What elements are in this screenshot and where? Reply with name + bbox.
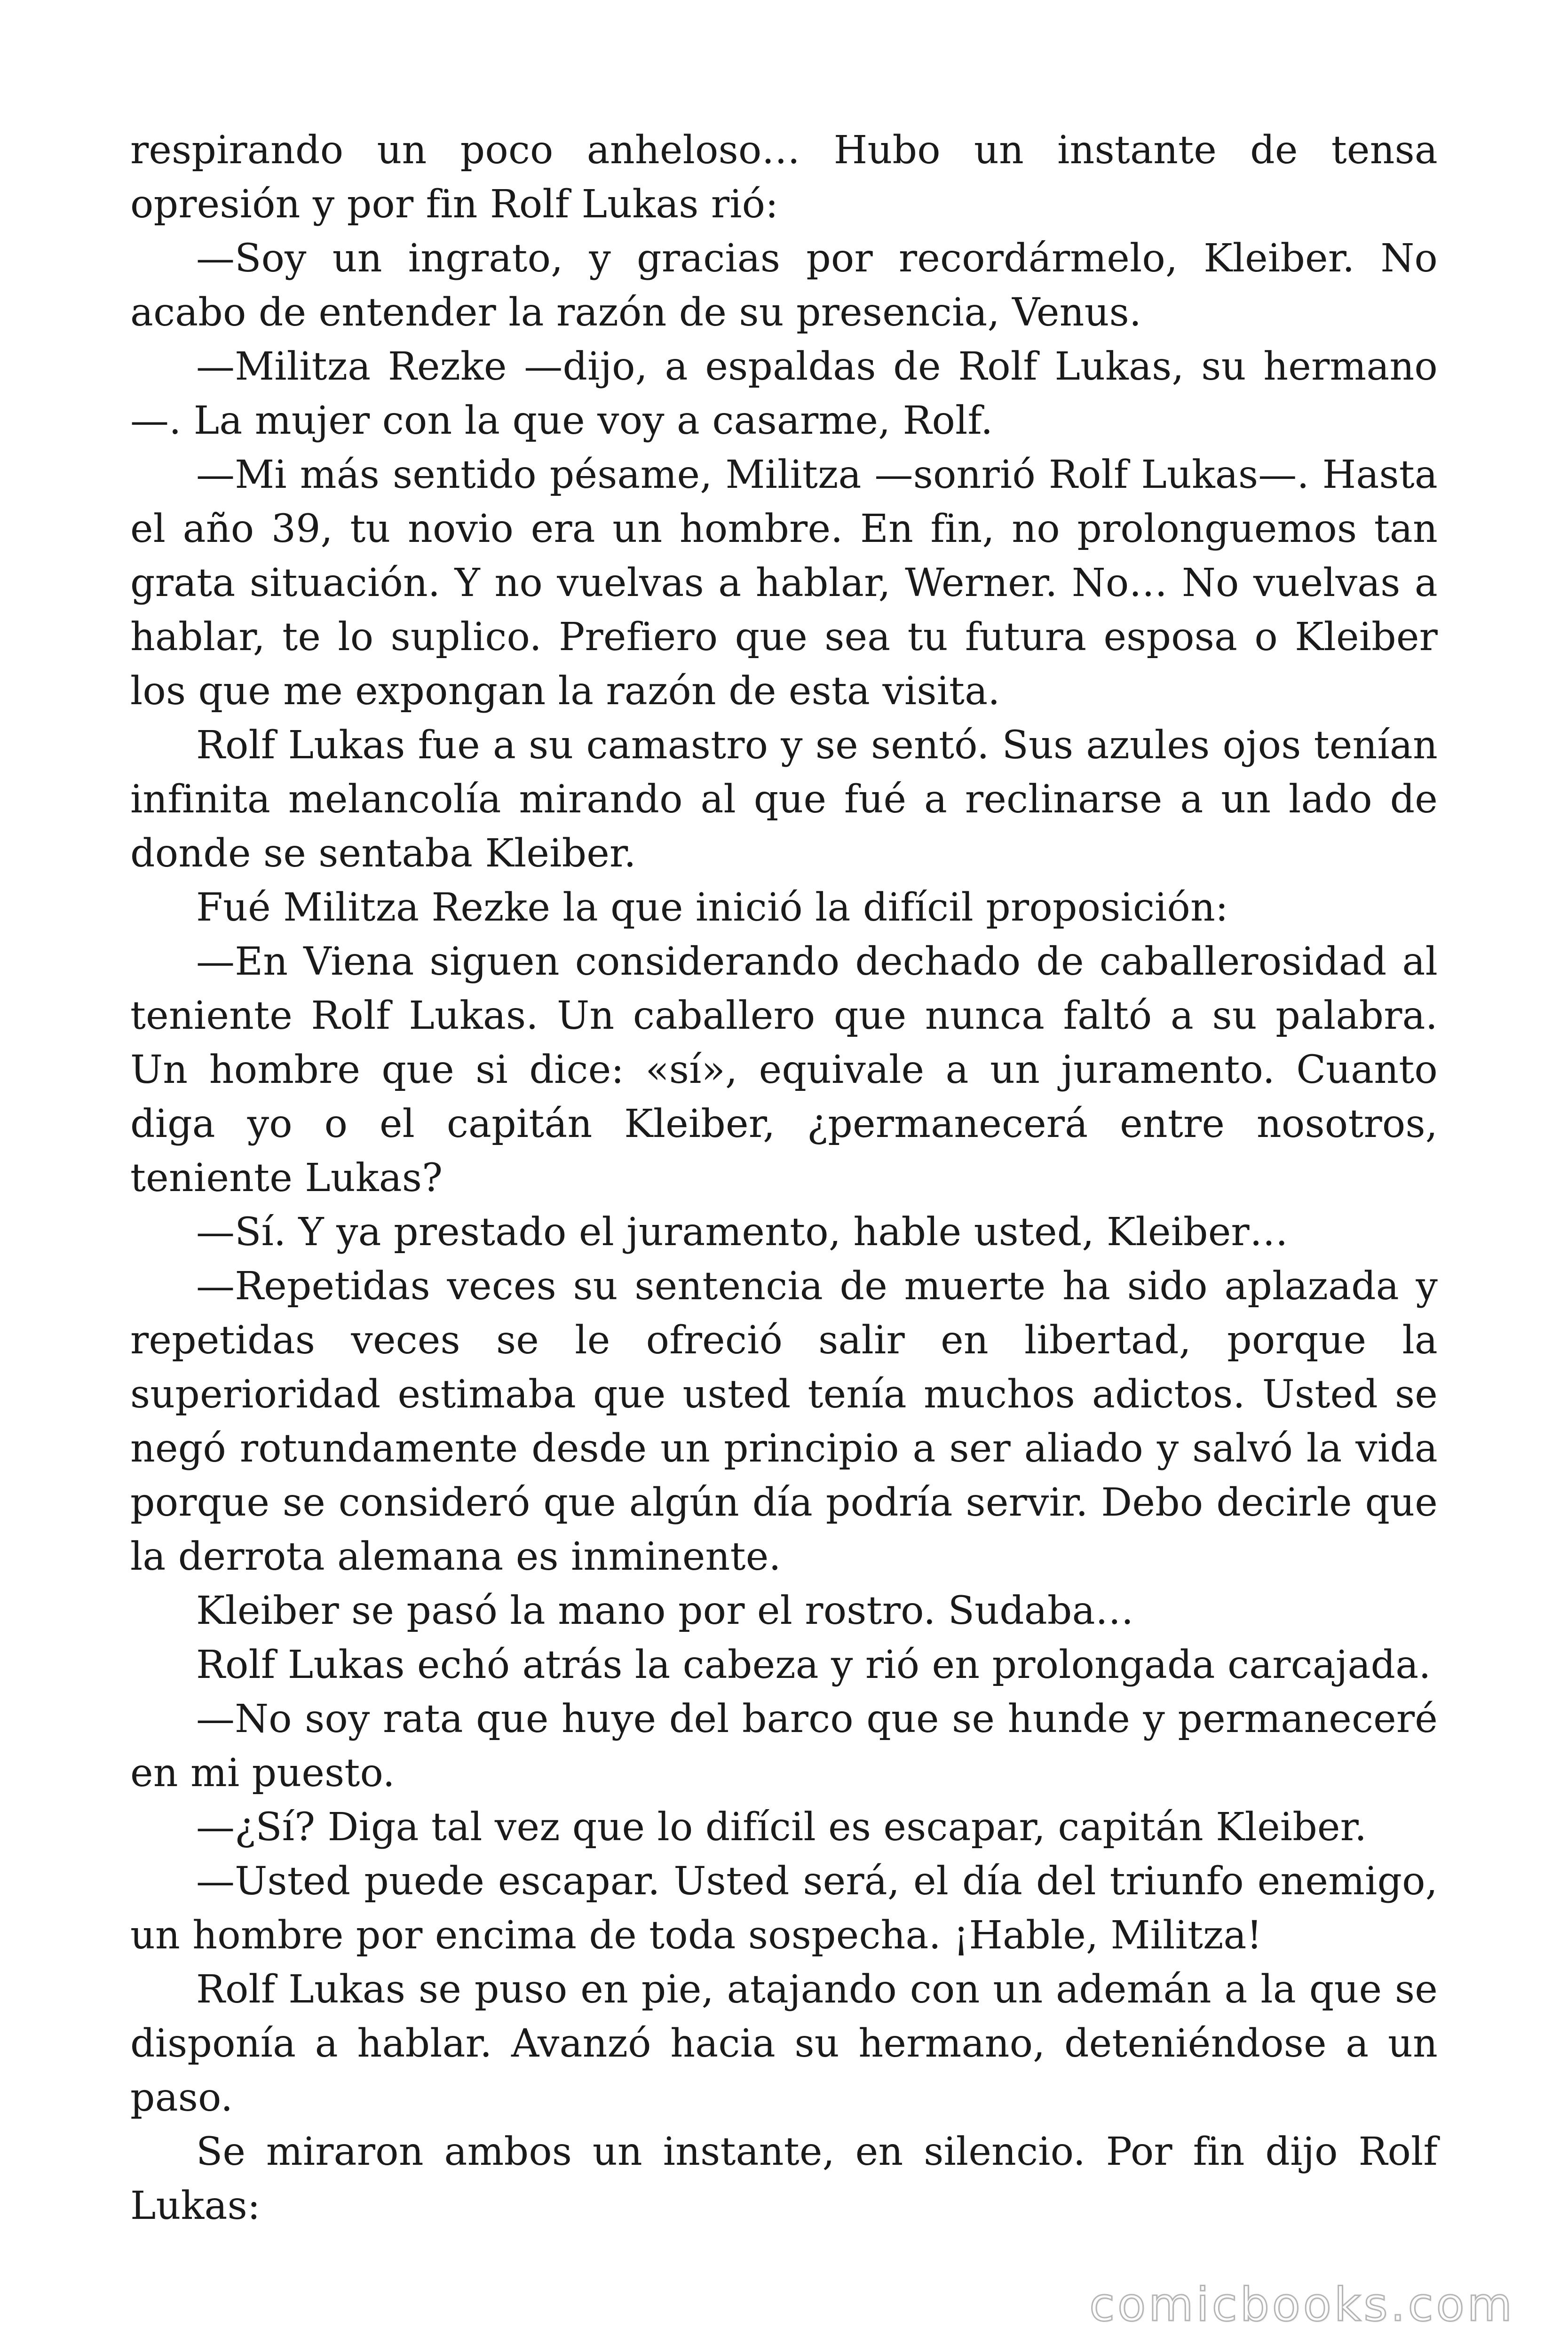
page-body xyxy=(130,123,1438,2233)
paragraph: —No soy rata que huye del barco que se hunde y permaneceré en mi puesto. xyxy=(130,1697,1438,1796)
paragraph: —¿Sí? Diga tal vez que lo difícil es escapar, capitán Kleiber. xyxy=(196,1805,1367,1850)
paragraph: Rolf Lukas echó atrás la cabeza y rió en prolongada carcajada. xyxy=(196,1643,1431,1687)
paragraph: —Soy un ingrato, y gracias por recordármelo, Kleiber. No acabo de entender la razón de su presencia, Venus. xyxy=(130,236,1438,335)
paragraph: —Repetidas veces su sentencia de muerte ha sido aplazada y repetidas veces se le ofreció salir en libertad, porque la superioridad estimaba que usted tenía muchos adictos. Usted se negó rotundamente desde un principio a ser aliado y salvó la vida porque se consideró que algún día podría servir. Debo decirle que la derrota alemana es inminente. xyxy=(130,1264,1438,1579)
paragraph: —Usted puede escapar. Usted será, el día del triunfo enemigo, un hombre por encima de toda sospecha. ¡Hable, Militza! xyxy=(130,1859,1438,1958)
paragraph: —Sí. Y ya prestado el juramento, hable usted, Kleiber… xyxy=(196,1210,1289,1255)
paragraph: Rolf Lukas se puso en pie, atajando con un ademán a la que se disponía a hablar. Avanzó hacia su hermano, deteniéndose a un paso. xyxy=(130,1967,1438,2120)
paragraph: —En Viena siguen considerando dechado de caballerosidad al teniente Rolf Lukas. Un caballero que nunca faltó a su palabra. Un hombre que si dice: «sí», equivale a un juramento. Cuanto diga yo o el capitán Kleiber, ¿permanecerá entre nosotros, teniente Lukas? xyxy=(130,939,1438,1200)
paragraph: Kleiber se pasó la mano por el rostro. Sudaba… xyxy=(196,1589,1134,1633)
paragraph: Rolf Lukas fue a su camastro y se sentó. Sus azules ojos tenían infinita melancolía mirando al que fué a reclinarse a un lado de donde se sentaba Kleiber. xyxy=(130,723,1438,876)
watermark: comicbooks.com xyxy=(1089,2278,1515,2332)
paragraph: Se miraron ambos un instante, en silencio. Por fin dijo Rolf Lukas: xyxy=(130,2130,1438,2228)
paragraph: respirando un poco anheloso… Hubo un instante de tensa opresión y por fin Rolf Lukas rió: xyxy=(130,128,1438,227)
paragraph: Fué Militza Rezke la que inició la difícil proposición: xyxy=(196,885,1228,930)
paragraph: —Militza Rezke —dijo, a espaldas de Rolf Lukas, su hermano—. La mujer con la que voy a casarme, Rolf. xyxy=(130,344,1438,443)
paragraph: —Mi más sentido pésame, Militza —sonrió Rolf Lukas—. Hasta el año 39, tu novio era un hombre. En fin, no prolonguemos tan grata situación. Y no vuelvas a hablar, Werner. No… No vuelvas a hablar, te lo suplico. Prefiero que sea tu futura esposa o Kleiber los que me expongan la razón de esta visita. xyxy=(130,453,1438,714)
